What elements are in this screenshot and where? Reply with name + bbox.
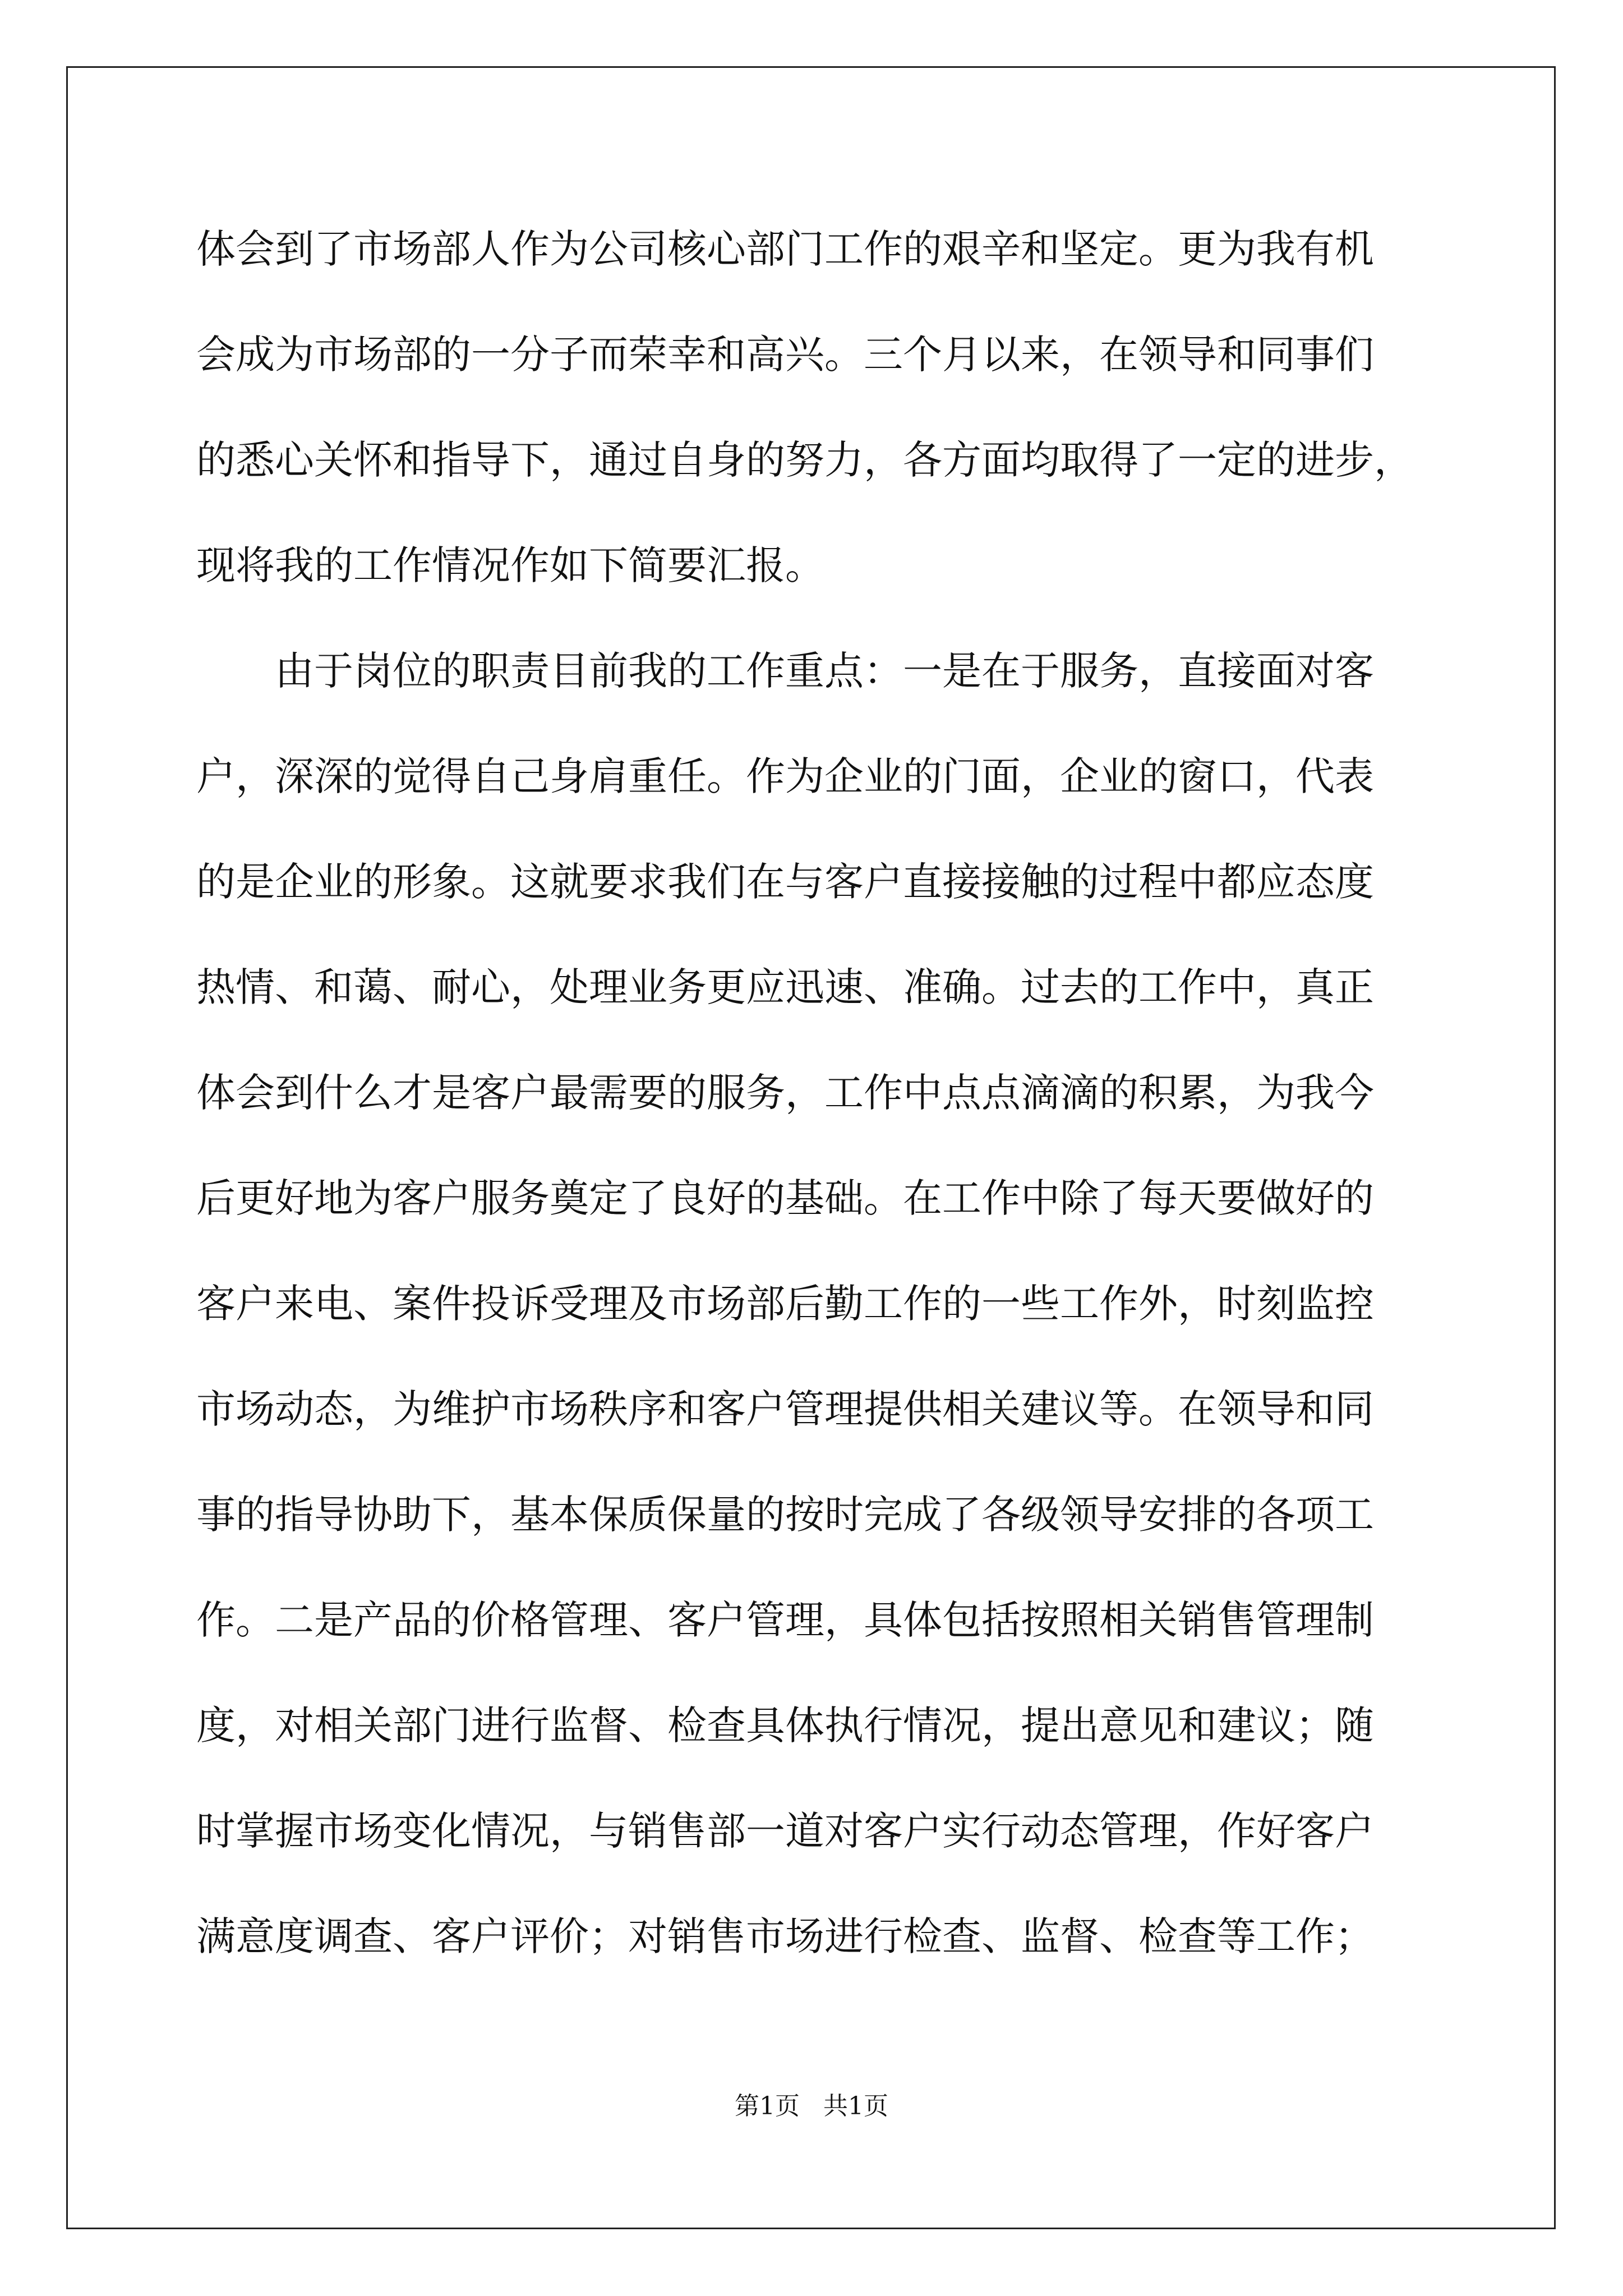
page-footer: 第1页 共1页 — [735, 2092, 888, 2120]
text-line: 现将我的工作情况作如下简要汇报。 — [196, 542, 824, 588]
text-line: 由于岗位的职责目前我的工作重点：一是在于服务，直接面对客 — [275, 648, 1374, 694]
text-line: 户，深深的觉得自己身肩重任。作为企业的门面，企业的窗口，代表 — [196, 753, 1374, 799]
text-line: 后更好地为客户服务奠定了良好的基础。在工作中除了每天要做好的 — [196, 1175, 1374, 1221]
text-line: 的悉心关怀和指导下，通过自身的努力，各方面均取得了一定的进步， — [196, 437, 1413, 483]
text-line: 市场动态，为维护市场秩序和客户管理提供相关建议等。在领导和同 — [196, 1386, 1374, 1432]
text-line: 的是企业的形象。这就要求我们在与客户直接接触的过程中都应态度 — [196, 859, 1374, 905]
text-line: 体会到了市场部人作为公司核心部门工作的艰辛和坚定。更为我有机 — [196, 226, 1374, 272]
page-border — [66, 66, 1556, 2229]
text-line: 时掌握市场变化情况，与销售部一道对客户实行动态管理，作好客户 — [196, 1808, 1374, 1854]
text-line: 度，对相关部门进行监督、检查具体执行情况，提出意见和建议；随 — [196, 1703, 1374, 1749]
text-line: 满意度调查、客户评价；对销售市场进行检查、监督、检查等工作； — [196, 1913, 1374, 1959]
text-line: 事的指导协助下，基本保质保量的按时完成了各级领导安排的各项工 — [196, 1492, 1374, 1538]
text-line: 作。二是产品的价格管理、客户管理，具体包括按照相关销售管理制 — [196, 1597, 1374, 1643]
text-line: 热情、和蔼、耐心，处理业务更应迅速、准确。过去的工作中，真正 — [196, 964, 1374, 1010]
text-line: 客户来电、案件投诉受理及市场部后勤工作的一些工作外，时刻监控 — [196, 1281, 1374, 1327]
text-line: 体会到什么才是客户最需要的服务，工作中点点滴滴的积累，为我今 — [196, 1070, 1374, 1116]
text-line: 会成为市场部的一分子而荣幸和高兴。三个月以来，在领导和同事们 — [196, 332, 1374, 378]
